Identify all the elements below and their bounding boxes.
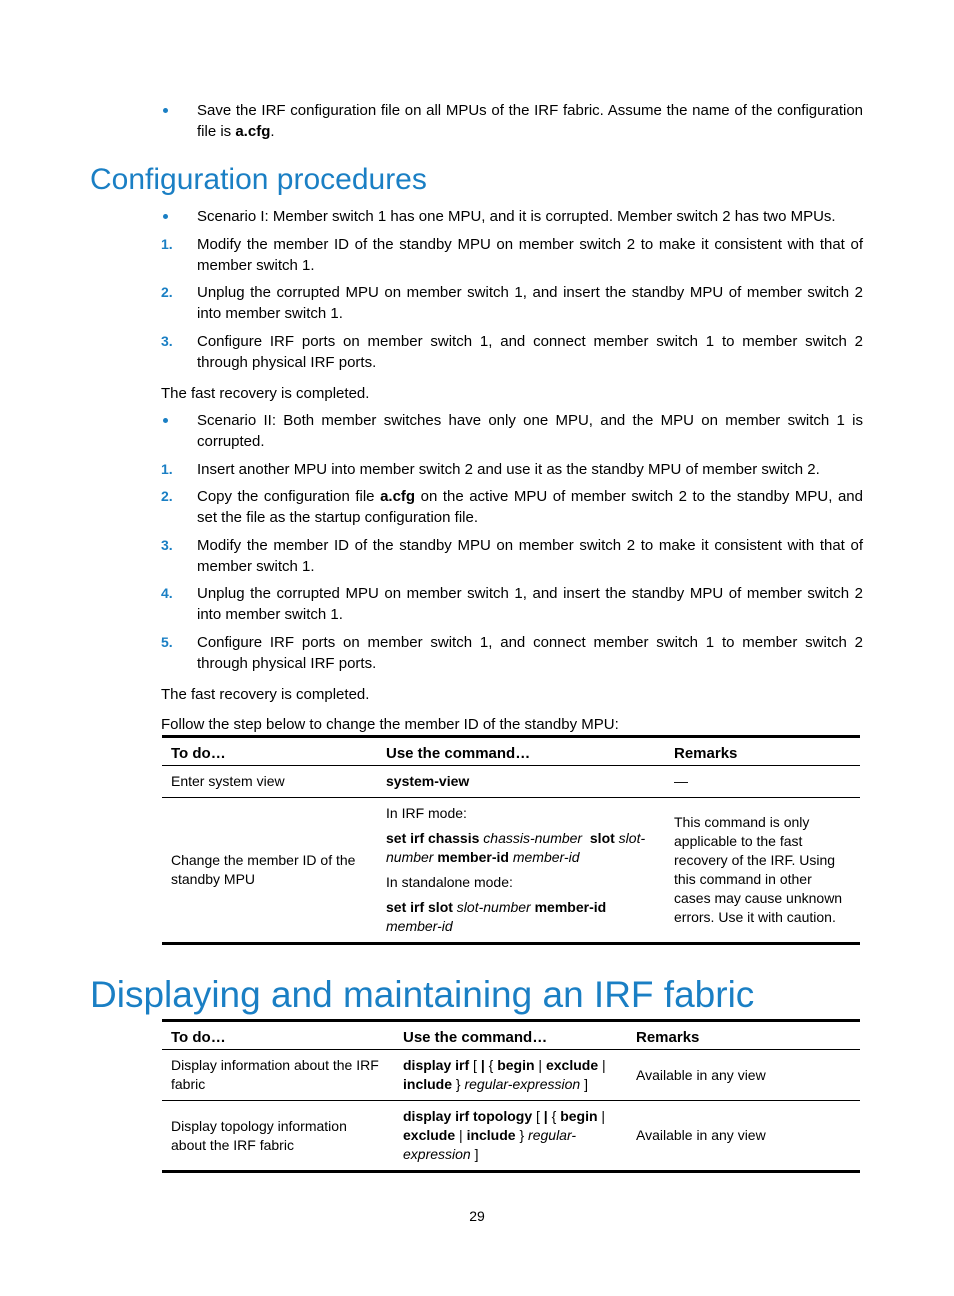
step-number: 3. <box>161 537 173 553</box>
bullet-icon <box>163 418 168 423</box>
column-header: To do… <box>162 737 377 766</box>
config-filename: a.cfg <box>380 488 416 505</box>
command-text: display irf topology [ | { begin | exclude | include } regular-expression ] <box>394 1101 627 1172</box>
scenario1-step: 1. Modify the member ID of the standby MPU on member switch 2 to make it consistent with that of member switch 1. <box>161 236 863 274</box>
step-number: 1. <box>161 236 173 252</box>
scenario2-bullet: Scenario II: Both member switches have only one MPU, and the MPU on member switch 1 is corrupted. <box>161 410 863 452</box>
table-row: Change the member ID of the standby MPU In IRF mode: set irf chassis chassis-number slot slot-number member-id member-id In standalone mode: set irf slot slot-number member-id member-id This command is only applicable to the fast recovery of the IRF. Using this command in other cases may cause unknown errors. Use it with caution. <box>162 798 860 944</box>
command-text: system-view <box>386 773 470 789</box>
irf-mode-command: set irf chassis chassis-number slot slot-number member-id member-id <box>386 830 646 865</box>
scenario2-step: 4. Unplug the corrupted MPU on member switch 1, and insert the standby MPU of member switch 2 into member switch 1. <box>161 585 863 623</box>
command-text: display irf [ | { begin | exclude | include } regular-expression ] <box>394 1050 627 1101</box>
intro-bullet-item <box>161 100 863 142</box>
standalone-mode-command: set irf slot slot-number member-id member-id <box>386 899 607 934</box>
table-row: Enter system view system-view — <box>162 766 860 798</box>
section-heading-configuration-procedures: Configuration procedures <box>90 163 427 196</box>
config-filename: a.cfg <box>235 123 271 140</box>
scenario1-done-text: The fast recovery is completed. <box>161 385 370 402</box>
table-row: Display topology information about the IRF fabric display irf topology [ | { begin | exclude | include } regular-expression ] Available in any view <box>162 1101 860 1172</box>
column-header: Use the command… <box>377 737 665 766</box>
intro-bullet-text: Save the IRF configuration file on all MPUs of the IRF fabric. Assume the name of the configuration file is a.cfg. <box>197 102 863 140</box>
table-header-row <box>162 737 860 766</box>
member-id-command-table <box>162 735 860 945</box>
bullet-icon <box>163 214 168 219</box>
step-number: 5. <box>161 634 173 650</box>
step-number: 2. <box>161 488 173 504</box>
page-number: 29 <box>469 1208 485 1224</box>
column-header: Remarks <box>665 737 860 766</box>
step-number: 3. <box>161 333 173 349</box>
step-number: 2. <box>161 284 173 300</box>
scenario2-step: 5. Configure IRF ports on member switch 1, and connect member switch 1 to member switch 2 through physical IRF ports. <box>161 634 863 672</box>
display-commands-table <box>162 1019 860 1173</box>
standalone-mode-label: In standalone mode: <box>386 874 513 890</box>
scenario2-step: 1. Insert another MPU into member switch 2 and use it as the standby MPU of member switch 2. <box>161 461 820 478</box>
step-number: 4. <box>161 585 173 601</box>
scenario2-step: 3. Modify the member ID of the standby MPU on member switch 2 to make it consistent with that of member switch 1. <box>161 537 863 575</box>
column-header: Remarks <box>627 1021 860 1050</box>
section-heading-displaying-maintaining: Displaying and maintaining an IRF fabric <box>90 974 755 1015</box>
scenario2-done-text: The fast recovery is completed. <box>161 686 370 703</box>
irf-mode-label: In IRF mode: <box>386 805 467 821</box>
table-row: Display information about the IRF fabric display irf [ | { begin | exclude | include } regular-expression ] Available in any view <box>162 1050 860 1101</box>
table-intro-text: Follow the step below to change the member ID of the standby MPU: <box>161 716 619 733</box>
column-header: Use the command… <box>394 1021 627 1050</box>
step-number: 1. <box>161 461 173 477</box>
column-header: To do… <box>162 1021 394 1050</box>
bullet-icon <box>163 108 168 113</box>
scenario2-step: 2. Copy the configuration file a.cfg on the active MPU of member switch 2 to the standby MPU, and set the file as the startup configuration file. <box>161 488 863 526</box>
table-header-row <box>162 1021 860 1050</box>
scenario1-step: 3. Configure IRF ports on member switch 1, and connect member switch 1 to member switch 2 through physical IRF ports. <box>161 333 863 371</box>
scenario1-step: 2. Unplug the corrupted MPU on member switch 1, and insert the standby MPU of member switch 2 into member switch 1. <box>161 284 863 322</box>
scenario1-bullet: Scenario I: Member switch 1 has one MPU, and it is corrupted. Member switch 2 has two MPUs. <box>161 206 863 227</box>
